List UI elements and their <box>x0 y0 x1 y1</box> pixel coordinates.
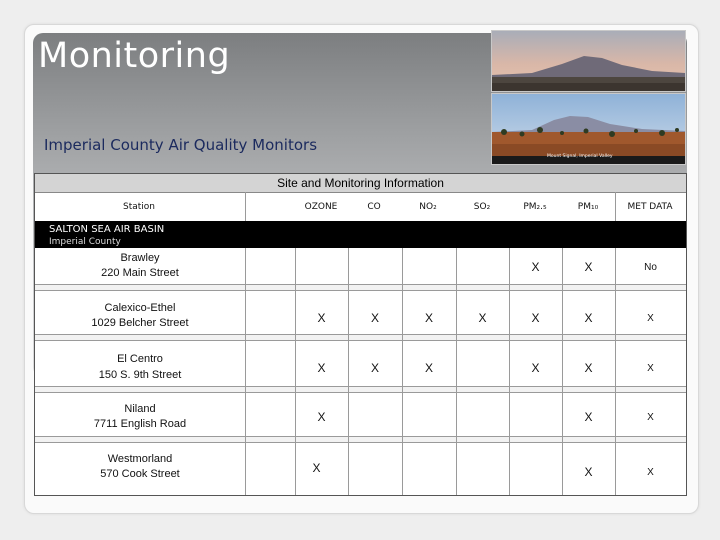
column-header-so2: SO₂ <box>473 202 491 212</box>
column-header-station: Station <box>123 202 155 212</box>
grid-line <box>35 386 686 387</box>
station-name: Calexico-Ethel <box>104 302 176 314</box>
cell-no2: X <box>424 361 433 375</box>
column-header-pm25: PM₂.₅ <box>523 202 547 212</box>
cell-met-data: X <box>647 363 654 374</box>
cell-met-data: X <box>647 412 654 423</box>
cell-no2: X <box>424 311 433 325</box>
grid-line <box>35 392 686 393</box>
cell-co: X <box>370 311 379 325</box>
grid-line <box>35 284 686 285</box>
photo-caption: Mount Signal, Imperial Valley <box>547 154 613 159</box>
grid-line <box>615 192 616 221</box>
cell-pm10: X <box>584 465 593 479</box>
grid-line <box>245 248 246 495</box>
cell-pm25: X <box>531 311 540 325</box>
cell-pm10: X <box>584 410 593 424</box>
mountain-photo-dusk <box>491 30 686 92</box>
station-address: 7711 English Road <box>93 418 187 430</box>
grid-line <box>245 192 246 221</box>
cell-met-data: X <box>647 313 654 324</box>
cell-met-data: X <box>647 467 654 478</box>
grid-line <box>35 334 686 335</box>
column-header-pm10: PM₁₀ <box>577 202 599 212</box>
cell-pm10: X <box>584 311 593 325</box>
column-header-ozone: OZONE <box>304 202 338 212</box>
station-address: 570 Cook Street <box>100 468 180 480</box>
cell-pm10: X <box>584 361 593 375</box>
station-name: Brawley <box>120 252 160 264</box>
station-name: Westmorland <box>107 453 173 465</box>
grid-line <box>35 340 686 341</box>
station-address: 1029 Belcher Street <box>91 317 189 329</box>
station-address: 220 Main Street <box>101 267 179 279</box>
monitoring-table <box>34 173 687 496</box>
cell-met-data: No <box>644 262 657 273</box>
cell-pm25: X <box>531 260 540 274</box>
county-label: Imperial County <box>49 237 121 247</box>
grid-line <box>35 436 686 437</box>
column-header-met-data: MET DATA <box>627 202 673 212</box>
station-name: El Centro <box>117 353 163 365</box>
grid-line <box>456 248 457 495</box>
column-header-no2: NO₂ <box>419 202 437 212</box>
cell-pm25: X <box>531 361 540 375</box>
cell-ozone: X <box>317 361 326 375</box>
grid-line <box>35 442 686 443</box>
cell-so2: X <box>478 311 487 325</box>
table-heading: Site and Monitoring Information <box>35 174 686 193</box>
cell-ozone: X <box>317 410 326 424</box>
column-header-co: CO <box>367 202 381 212</box>
station-name: Niland <box>124 403 156 415</box>
cell-ozone: X <box>317 311 326 325</box>
basin-label: SALTON SEA AIR BASIN <box>49 224 165 235</box>
slide-title: Monitoring <box>38 36 231 76</box>
cell-co: X <box>370 361 379 375</box>
station-address: 150 S. 9th Street <box>98 369 182 381</box>
slide-subtitle: Imperial County Air Quality Monitors <box>44 136 318 154</box>
cell-ozone: X <box>312 461 321 475</box>
cell-pm10: X <box>584 260 593 274</box>
grid-line <box>35 290 686 291</box>
